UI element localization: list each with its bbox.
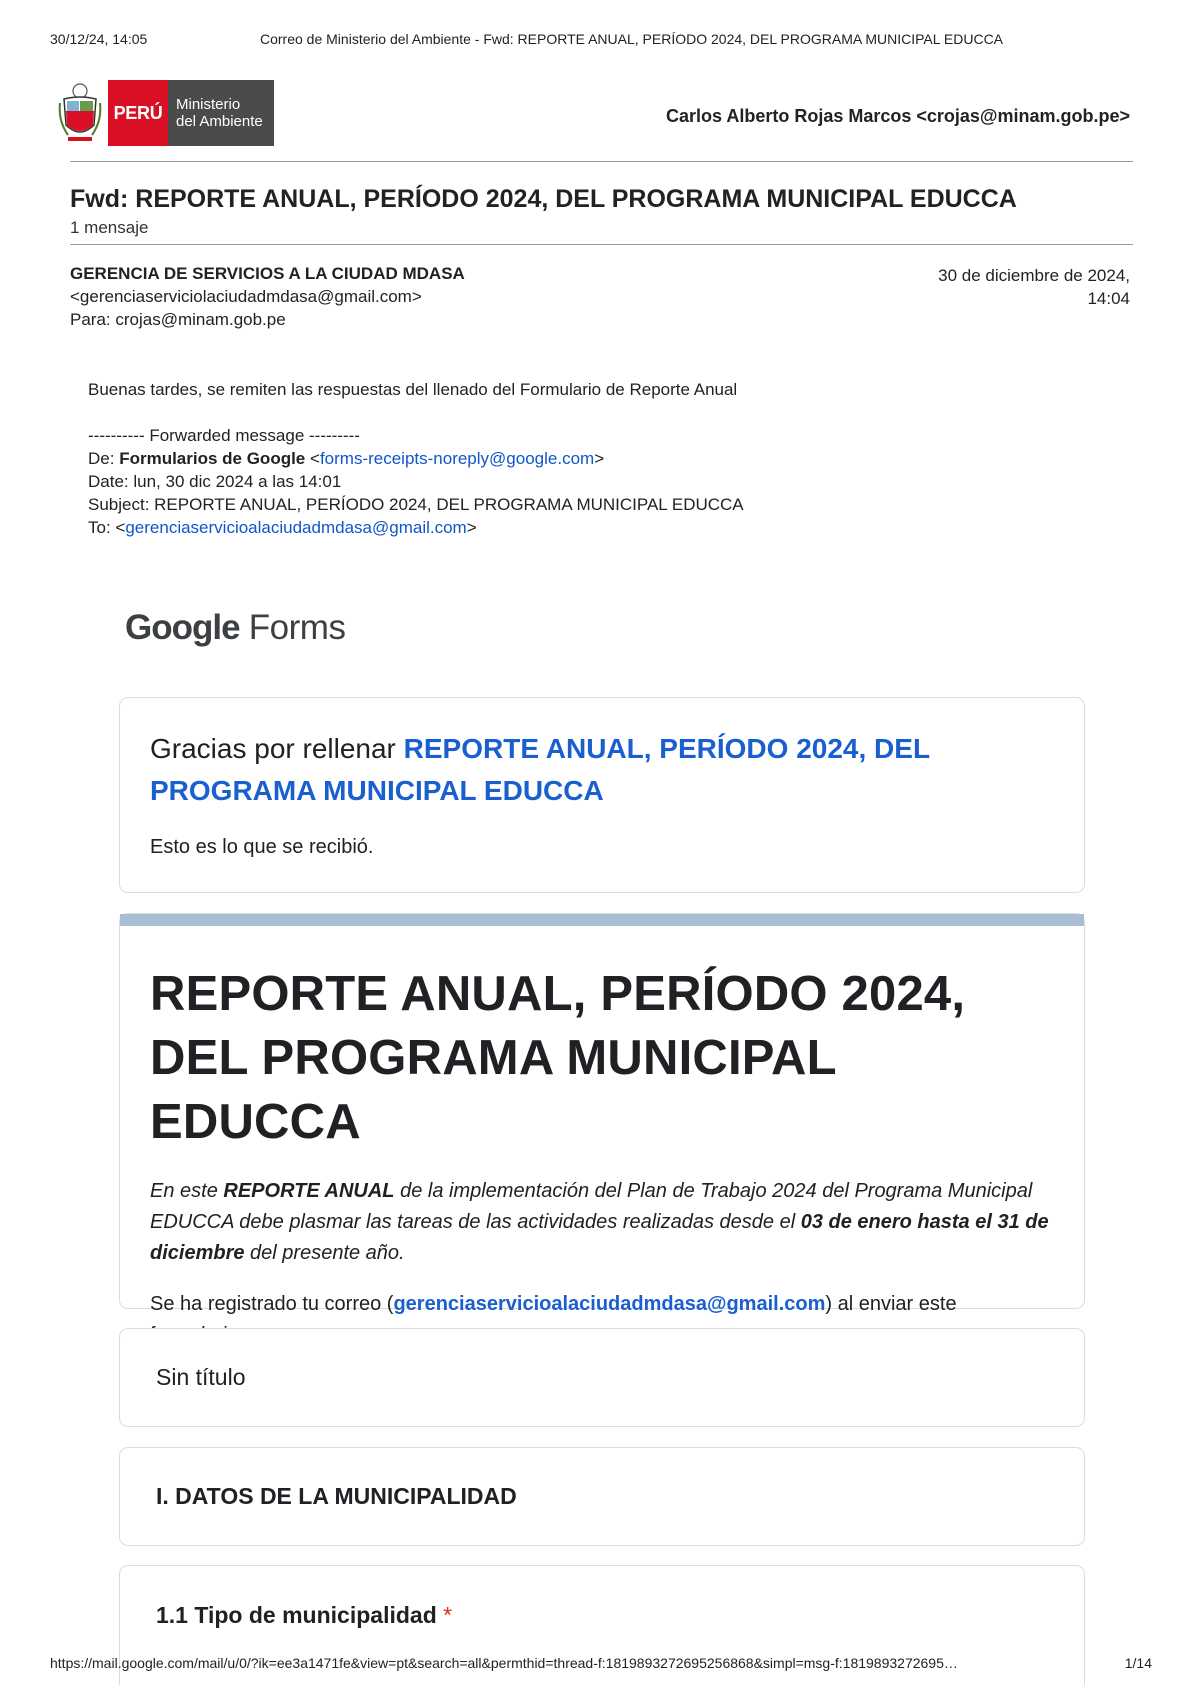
message-date	[870, 264, 1130, 310]
form-accent-bar	[120, 914, 1084, 926]
print-page-number: 1/14	[1124, 1655, 1152, 1671]
message-count: 1 mensaje	[70, 218, 149, 237]
form-header-card	[119, 913, 1085, 1315]
google-forms-logo: Google Forms	[125, 608, 346, 647]
ministry-line-2: del Ambiente	[176, 113, 263, 130]
peru-label: PERÚ	[108, 80, 168, 146]
greeting: Buenas tardes, se remiten las respuestas del llenado del Formulario de Reporte Anual	[88, 380, 738, 399]
peru-coat-of-arms-icon	[58, 81, 102, 145]
thanks-card	[119, 697, 1085, 893]
message-date-time: 14:04	[1087, 289, 1130, 308]
form-description: En este REPORTE ANUAL de la implementación del Plan de Trabajo 2024 del Programa Municipal EDUCCA debe plasmar las tareas de las actividades realizadas desde el 03 de enero hasta el 31 de diciembre del presente año.	[150, 1180, 1049, 1264]
print-title: Correo de Ministerio del Ambiente - Fwd: REPORTE ANUAL, PERÍODO 2024, DEL PROGRAMA MUNICIPAL EDUCCA	[260, 31, 1004, 47]
forward-date: Date: lun, 30 dic 2024 a las 14:01	[88, 472, 342, 491]
sender-email: <gerenciaserviciolaciudadmdasa@gmail.com>	[70, 287, 422, 306]
sender-name: GERENCIA DE SERVICIOS A LA CIUDAD MDASA	[70, 264, 465, 283]
divider	[70, 161, 1133, 162]
ministry-line-1: Ministerio	[176, 96, 241, 113]
required-mark: *	[443, 1602, 453, 1628]
forward-from: De: Formularios de Google <forms-receipts-noreply@google.com>	[88, 449, 605, 468]
received-note: Esto es lo que se recibió.	[150, 836, 374, 858]
ministry-logo	[58, 80, 274, 146]
message-date-day: 30 de diciembre de 2024,	[938, 266, 1130, 285]
section-municipal-data: I. DATOS DE LA MUNICIPALIDAD	[119, 1447, 1085, 1546]
registered-email-note: Se ha registrado tu correo (gerenciaservicioalaciudadmdasa@gmail.com) al enviar este	[150, 1293, 957, 1315]
form-title-link[interactable]: REPORTE ANUAL, PERÍODO 2024, DEL PROGRAMA MUNICIPAL EDUCCA	[150, 733, 930, 806]
form-title: REPORTE ANUAL, PERÍODO 2024, DEL PROGRAMA MUNICIPAL EDUCCA	[150, 967, 966, 1149]
question-municipality-type: 1.1 Tipo de municipalidad *	[119, 1565, 1085, 1685]
recipient-line: Para: crojas@minam.gob.pe	[70, 310, 286, 329]
print-footer-url: https://mail.google.com/mail/u/0/?ik=ee3a1471fe&view=pt&search=all&permthid=thread-f:1819893272695256868&simpl=msg-f:1819893272695…	[50, 1655, 958, 1671]
ministry-label	[168, 80, 274, 146]
account-label: Carlos Alberto Rojas Marcos <crojas@minam.gob.pe>	[665, 106, 1130, 126]
forward-subject: Subject: REPORTE ANUAL, PERÍODO 2024, DEL PROGRAMA MUNICIPAL EDUCCA	[88, 495, 744, 514]
forward-to: To: <gerenciaservicioalaciudadmdasa@gmail.com>	[88, 518, 477, 537]
thread-subject: Fwd: REPORTE ANUAL, PERÍODO 2024, DEL PROGRAMA MUNICIPAL EDUCCA	[70, 185, 1017, 213]
registered-email-link[interactable]: gerenciaservicioalaciudadmdasa@gmail.com	[393, 1293, 826, 1315]
divider	[70, 244, 1133, 245]
print-datetime: 30/12/24, 14:05	[50, 31, 148, 47]
forward-from-email-link[interactable]: forms-receipts-noreply@google.com	[319, 449, 595, 468]
section-untitled: Sin título	[119, 1328, 1085, 1427]
message-body	[88, 378, 744, 539]
forward-to-email-link[interactable]: gerenciaservicioalaciudadmdasa@gmail.com	[125, 518, 467, 537]
forward-separator: ---------- Forwarded message ---------	[88, 426, 360, 445]
thanks-heading: Gracias por rellenar REPORTE ANUAL, PERÍODO 2024, DEL PROGRAMA MUNICIPAL EDUCCA	[150, 733, 930, 806]
